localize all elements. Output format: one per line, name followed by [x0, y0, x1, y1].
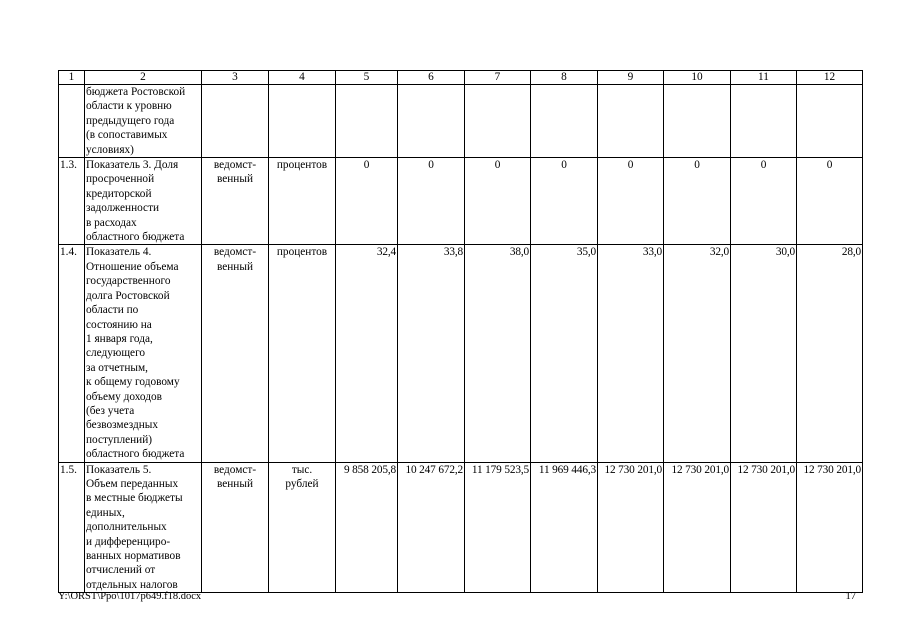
indicator-value [531, 85, 598, 158]
indicator-value: 35,0 [531, 245, 598, 462]
indicator-name-line: ванных нормативов [86, 550, 181, 562]
indicator-name-line: Показатель 4. [86, 246, 152, 259]
indicator-name-line: (в сопоставимых [86, 129, 168, 142]
indicator-value: 12 730 201,0 [664, 462, 731, 593]
indicator-value [398, 85, 465, 158]
indicator-unit [269, 158, 336, 245]
indicator-name-line: областного бюджета [86, 231, 185, 244]
indicator-name-line: следующего [86, 347, 146, 360]
indicator-name-line: просроченной [86, 173, 155, 186]
indicator-type-line: венный [216, 173, 253, 186]
indicator-name-line: дополнительных [86, 521, 167, 534]
indicator-type-line: венный [216, 477, 253, 490]
indicator-name-line: государственного [86, 275, 171, 288]
indicator-value [797, 85, 863, 158]
indicator-name [85, 85, 202, 158]
column-number-header: 5 [336, 71, 398, 85]
indicator-value: 9 858 205,8 [336, 462, 398, 593]
indicator-name-line: в местные бюджеты [86, 492, 183, 505]
indicator-unit-line: рублей [285, 477, 319, 490]
indicator-number: 1.4. [59, 245, 85, 462]
indicator-value: 0 [598, 158, 664, 245]
indicator-unit-line: процентов [276, 159, 328, 172]
indicator-unit [269, 462, 336, 593]
column-number-header: 12 [797, 71, 863, 85]
indicator-name-line: объему доходов [86, 390, 162, 403]
table-row [59, 245, 863, 462]
indicator-name-line: состоянию на [86, 318, 152, 331]
indicator-value: 0 [664, 158, 731, 245]
footer-file-path: Y:\ORST\Ppo\1017p649.f18.docx [58, 591, 202, 602]
indicator-name-line: кредиторской [86, 187, 152, 200]
indicator-type [202, 462, 269, 593]
indicator-name-line: к общему годовому [86, 376, 180, 389]
footer-page-number: 17 [845, 591, 856, 602]
table-body [59, 85, 863, 593]
column-number-header: 4 [269, 71, 336, 85]
indicator-value: 33,0 [598, 245, 664, 462]
column-number-header: 11 [731, 71, 797, 85]
indicator-value [731, 85, 797, 158]
column-number-header: 6 [398, 71, 465, 85]
indicator-type [202, 85, 269, 158]
indicator-value: 12 730 201,0 [797, 462, 863, 593]
column-number-header: 3 [202, 71, 269, 85]
indicator-name-line: условиях) [86, 143, 134, 156]
indicator-value: 12 730 201,0 [731, 462, 797, 593]
indicator-unit [269, 245, 336, 462]
indicator-type [202, 245, 269, 462]
indicator-type-line: ведомст- [213, 463, 257, 476]
table-row [59, 462, 863, 593]
indicators-table [58, 70, 863, 593]
indicator-value [598, 85, 664, 158]
indicator-unit-line: тыс. [291, 463, 313, 476]
indicator-value: 0 [531, 158, 598, 245]
column-number-header: 1 [59, 71, 85, 85]
indicator-unit-line: процентов [276, 246, 328, 259]
indicator-type [202, 158, 269, 245]
indicator-name-line: Отношение объема [86, 260, 179, 273]
indicator-value [664, 85, 731, 158]
indicator-name-line: долга Ростовской [86, 289, 170, 302]
indicator-name-line: безвозмездных [86, 419, 159, 432]
indicator-value: 0 [398, 158, 465, 245]
indicator-type-line: венный [216, 260, 253, 273]
indicator-type-line: ведомст- [213, 246, 257, 259]
column-number-header: 7 [465, 71, 531, 85]
indicator-name [85, 462, 202, 593]
indicator-number [59, 85, 85, 158]
indicator-name-line: Показатель 5. [86, 463, 152, 476]
indicator-name-line: задолженности [86, 202, 160, 215]
indicator-value: 0 [465, 158, 531, 245]
indicator-name-line: в расходах [86, 216, 137, 229]
indicator-name-line: Показатель 3. Доля [86, 159, 179, 172]
indicator-name-line: предыдущего года [86, 114, 175, 127]
indicator-name-line: за отчетным, [86, 361, 148, 374]
indicator-name-line: поступлений) [86, 433, 153, 446]
indicator-value: 11 969 446,3 [531, 462, 598, 593]
indicator-value: 32,4 [336, 245, 398, 462]
indicator-value: 11 179 523,5 [465, 462, 531, 593]
indicator-value: 33,8 [398, 245, 465, 462]
indicator-value: 32,0 [664, 245, 731, 462]
indicator-value [465, 85, 531, 158]
indicator-value: 0 [731, 158, 797, 245]
indicator-name-line: отчислений от [86, 564, 156, 577]
indicator-name-line: областного бюджета [86, 448, 185, 461]
indicator-name [85, 245, 202, 462]
column-number-header: 8 [531, 71, 598, 85]
indicator-name-line: 1 января года, [86, 332, 153, 345]
indicator-name-line: бюджета Ростовской [86, 86, 186, 98]
column-number-header: 10 [664, 71, 731, 85]
indicator-number: 1.3. [59, 158, 85, 245]
indicator-unit [269, 85, 336, 158]
indicator-name [85, 158, 202, 245]
indicator-value: 30,0 [731, 245, 797, 462]
indicator-name-line: области к уровню [86, 100, 172, 113]
indicator-name-line: области по [86, 304, 139, 317]
column-number-header: 9 [598, 71, 664, 85]
table-header-row [59, 71, 863, 85]
column-number-header: 2 [85, 71, 202, 85]
indicator-name-line: и дифференциро- [86, 535, 171, 548]
indicator-value: 28,0 [797, 245, 863, 462]
indicator-name-line: Объем переданных [86, 477, 179, 490]
indicator-name-line: единых, [86, 506, 125, 519]
table-row [59, 85, 863, 158]
indicator-value [336, 85, 398, 158]
indicator-value: 0 [336, 158, 398, 245]
indicator-value: 10 247 672,2 [398, 462, 465, 593]
indicator-name-line: (без учета [86, 404, 135, 417]
indicator-name-line: отдельных налогов [86, 578, 178, 591]
indicator-value: 38,0 [465, 245, 531, 462]
indicator-value: 12 730 201,0 [598, 462, 664, 593]
indicator-value: 0 [797, 158, 863, 245]
indicator-type-line: ведомст- [213, 159, 257, 172]
table-row [59, 158, 863, 245]
indicator-number: 1.5. [59, 462, 85, 593]
